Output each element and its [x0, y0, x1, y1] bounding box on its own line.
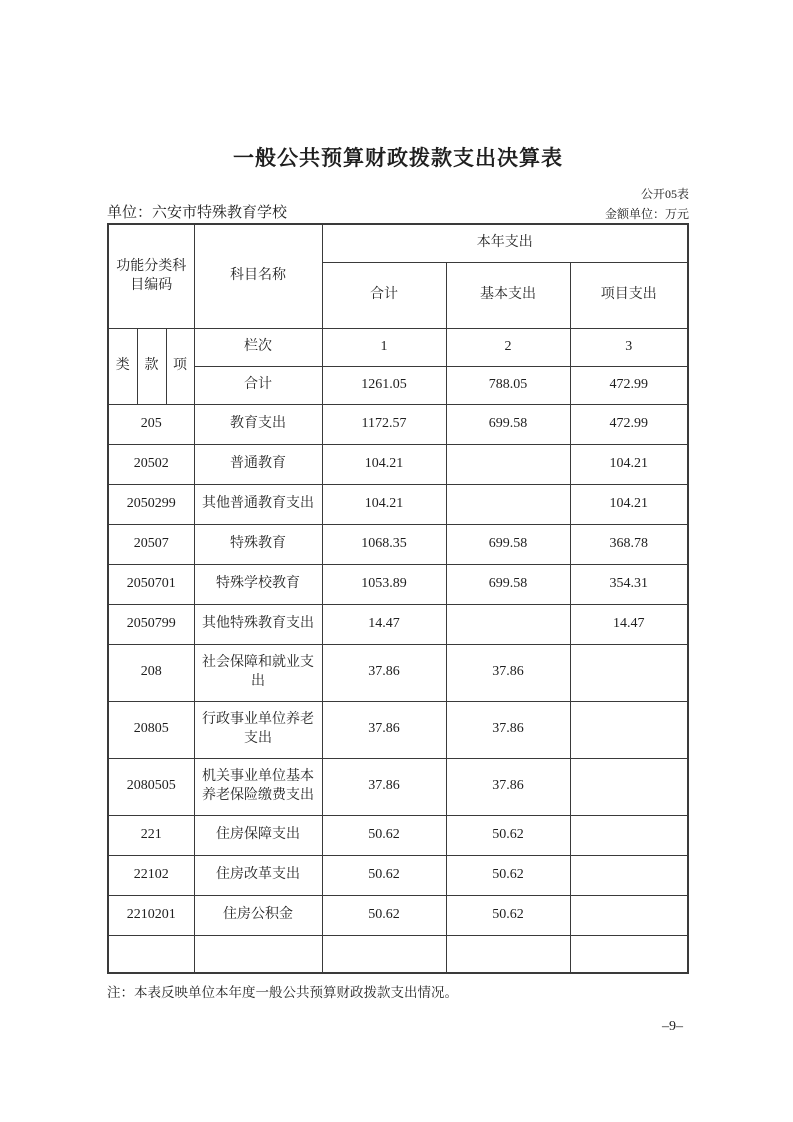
cell-total: 50.62 [322, 855, 446, 895]
cell-project [570, 935, 688, 973]
unit-label: 单位：六安市特殊教育学校 [107, 205, 288, 222]
cell-name: 社会保障和就业支出 [194, 644, 322, 701]
table-row [108, 444, 688, 484]
cell-basic [446, 484, 570, 524]
cell-basic: 699.58 [446, 524, 570, 564]
page-number: –9– [662, 1019, 683, 1035]
table-row [108, 895, 688, 935]
header-item: 项 [166, 328, 194, 404]
cell-basic: 699.58 [446, 564, 570, 604]
cell-total: 1068.35 [322, 524, 446, 564]
cell-project: 104.21 [570, 444, 688, 484]
cell-basic: 37.86 [446, 701, 570, 758]
table-row [108, 815, 688, 855]
cell-basic: 37.86 [446, 644, 570, 701]
cell-basic: 50.62 [446, 855, 570, 895]
table-row [108, 701, 688, 758]
totals-row [108, 366, 688, 404]
table-row [108, 855, 688, 895]
cell-project [570, 701, 688, 758]
cell-code: 208 [108, 644, 194, 701]
cell-name: 住房保障支出 [194, 815, 322, 855]
cell-project: 354.31 [570, 564, 688, 604]
cell-name: 特殊学校教育 [194, 564, 322, 604]
cell-project: 472.99 [570, 404, 688, 444]
cell-code: 20805 [108, 701, 194, 758]
cell-project: 104.21 [570, 484, 688, 524]
cell-basic: 50.62 [446, 815, 570, 855]
cell-code: 2050299 [108, 484, 194, 524]
table-row [108, 758, 688, 815]
budget-table [107, 223, 689, 974]
cell-name: 机关事业单位基本养老保险缴费支出 [194, 758, 322, 815]
cell-name: 普通教育 [194, 444, 322, 484]
cell-project [570, 855, 688, 895]
cell-basic [446, 935, 570, 973]
totals-total: 1261.05 [322, 366, 446, 404]
cell-basic: 50.62 [446, 895, 570, 935]
header-col-2: 2 [446, 328, 570, 366]
cell-name [194, 935, 322, 973]
header-columns-label: 栏次 [194, 328, 322, 366]
cell-total: 37.86 [322, 701, 446, 758]
cell-total: 104.21 [322, 484, 446, 524]
header-row-3 [108, 328, 688, 366]
cell-code: 205 [108, 404, 194, 444]
totals-project: 472.99 [570, 366, 688, 404]
cell-total: 1053.89 [322, 564, 446, 604]
cell-basic [446, 604, 570, 644]
cell-name: 其他普通教育支出 [194, 484, 322, 524]
cell-project [570, 758, 688, 815]
table-row-empty [108, 935, 688, 973]
cell-project [570, 815, 688, 855]
header-code-label: 功能分类科目编码 [108, 224, 194, 328]
cell-project: 368.78 [570, 524, 688, 564]
cell-total: 1172.57 [322, 404, 446, 444]
cell-total [322, 935, 446, 973]
cell-code: 2210201 [108, 895, 194, 935]
header-project: 项目支出 [570, 262, 688, 328]
meta-row [107, 204, 689, 222]
table-row [108, 604, 688, 644]
cell-total: 50.62 [322, 815, 446, 855]
totals-basic: 788.05 [446, 366, 570, 404]
cell-name: 教育支出 [194, 404, 322, 444]
cell-total: 50.62 [322, 895, 446, 935]
cell-basic: 37.86 [446, 758, 570, 815]
header-section: 款 [137, 328, 166, 404]
header-total: 合计 [322, 262, 446, 328]
table-row [108, 564, 688, 604]
table-code-label: 公开05表 [640, 187, 689, 202]
cell-name: 行政事业单位养老支出 [194, 701, 322, 758]
totals-label: 合计 [194, 366, 322, 404]
cell-project [570, 895, 688, 935]
cell-basic [446, 444, 570, 484]
header-subject-name: 科目名称 [194, 224, 322, 328]
cell-name: 其他特殊教育支出 [194, 604, 322, 644]
cell-total: 37.86 [322, 644, 446, 701]
header-year-expenditure: 本年支出 [322, 224, 688, 262]
table-note: 注：本表反映单位本年度一般公共预算财政拨款支出情况。 [107, 985, 458, 1001]
cell-code: 221 [108, 815, 194, 855]
cell-name: 特殊教育 [194, 524, 322, 564]
page-title: 一般公共预算财政拨款支出决算表 [233, 146, 563, 170]
header-basic: 基本支出 [446, 262, 570, 328]
header-category: 类 [108, 328, 137, 404]
cell-code: 2080505 [108, 758, 194, 815]
table-row [108, 644, 688, 701]
cell-code: 22102 [108, 855, 194, 895]
cell-code: 2050701 [108, 564, 194, 604]
amount-unit-label: 金额单位：万元 [604, 207, 689, 222]
cell-total: 14.47 [322, 604, 446, 644]
table-row [108, 484, 688, 524]
cell-project: 14.47 [570, 604, 688, 644]
cell-basic: 699.58 [446, 404, 570, 444]
table-row [108, 524, 688, 564]
header-col-3: 3 [570, 328, 688, 366]
cell-total: 37.86 [322, 758, 446, 815]
cell-total: 104.21 [322, 444, 446, 484]
header-row-1 [108, 224, 688, 262]
cell-name: 住房改革支出 [194, 855, 322, 895]
cell-name: 住房公积金 [194, 895, 322, 935]
cell-code [108, 935, 194, 973]
cell-code: 20502 [108, 444, 194, 484]
header-col-1: 1 [322, 328, 446, 366]
cell-code: 20507 [108, 524, 194, 564]
cell-project [570, 644, 688, 701]
table-row [108, 404, 688, 444]
cell-code: 2050799 [108, 604, 194, 644]
